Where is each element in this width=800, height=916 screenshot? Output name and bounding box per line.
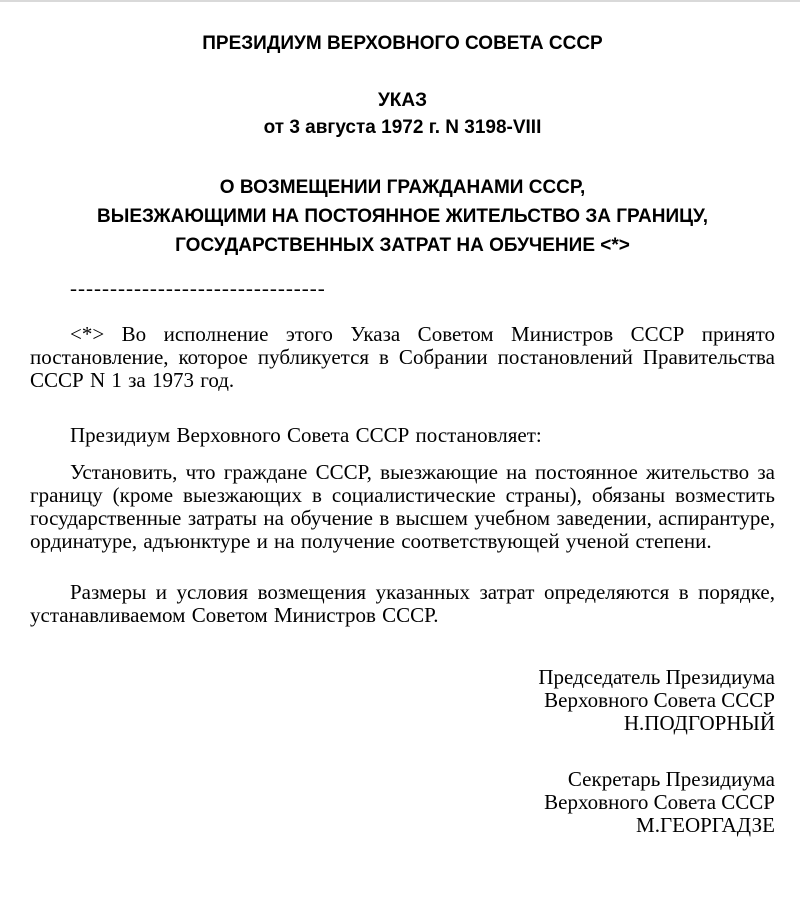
issuing-authority: ПРЕЗИДИУМ ВЕРХОВНОГО СОВЕТА СССР (202, 33, 603, 54)
decree-heading (30, 87, 775, 141)
title-line-2: ВЫЕЗЖАЮЩИМИ НА ПОСТОЯННОЕ ЖИТЕЛЬСТВО ЗА ГРАНИЦУ, (97, 206, 708, 227)
signatory-role: Секретарь Президиума (567, 767, 775, 791)
signature-block-secretary (30, 768, 775, 837)
title-line-3: ГОСУДАРСТВЕННЫХ ЗАТРАТ НА ОБУЧЕНИЕ <*> (175, 235, 630, 256)
resolution-intro: Президиум Верховного Совета СССР постановляет: (70, 423, 542, 447)
signatory-org: Верховного Совета СССР (544, 790, 775, 814)
title-line-1: О ВОЗМЕЩЕНИИ ГРАЖДАНАМИ СССР, (219, 177, 586, 198)
signatory-name: Н.ПОДГОРНЫЙ (623, 711, 775, 735)
signature-block-chairman (30, 666, 775, 735)
signatory-org: Верховного Совета СССР (544, 688, 775, 712)
doc-type: УКАЗ (377, 90, 428, 111)
body-paragraph-2: Размеры и условия возмещения указанных затрат определяются в порядке, устанавливаемом Советом Министров СССР. (30, 580, 775, 627)
decree-title (30, 173, 775, 260)
footnote-paragraph: <*> Во исполнение этого Указа Советом Министров СССР принято постановление, которое публикуется в Собрании постановлений Правительства СССР N 1 за 1973 год. (30, 322, 775, 392)
body-paragraph-1: Установить, что граждане СССР, выезжающие на постоянное жительство за границу (кроме выезжающих в социалистические страны), обязаны возместить государственные затраты на обучение в высшем учебном заведении, аспирантуре, ординатуре, адъюнктуре и на получение соответствующей ученой степени. (30, 460, 775, 553)
signatory-role: Председатель Президиума (538, 665, 775, 689)
footnote-divider: -------------------------------- (70, 276, 326, 300)
doc-date-number: от 3 августа 1972 г. N 3198-VIII (263, 117, 542, 138)
signatory-name: М.ГЕОРГАДЗЕ (636, 813, 775, 837)
